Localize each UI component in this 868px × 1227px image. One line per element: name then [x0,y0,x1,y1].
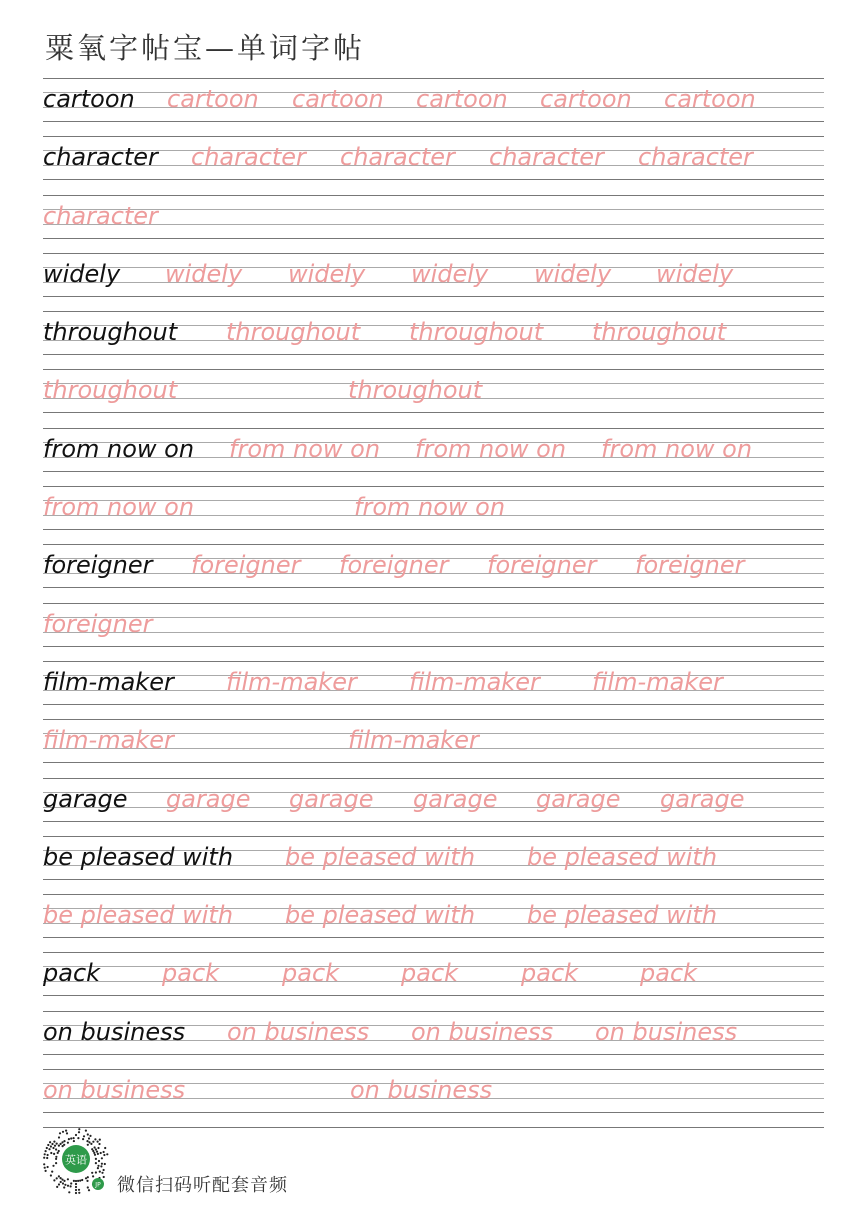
trace-word: throughout [409,318,544,347]
row-words [43,956,824,996]
vocab-word: widely [43,259,121,288]
trace-word: character [43,201,158,230]
ruling-line [43,544,824,545]
ruling-line [43,253,824,254]
vocab-word: garage [43,784,128,813]
trace-word: garage [413,784,498,813]
qr-badge-label: 英语 [65,1153,87,1167]
trace-word: garage [166,784,251,813]
practice-row [43,952,824,1010]
footer [40,1125,440,1205]
practice-row [43,311,824,369]
trace-word: garage [289,784,374,813]
vocab-word: throughout [43,318,178,347]
trace-word: throughout [226,318,361,347]
ruling-line [43,1011,824,1012]
ruling-line [43,952,824,953]
ruling-line [43,661,824,662]
trace-word: widely [165,259,243,288]
trace-word: be pleased with [43,901,234,930]
row-words [43,1015,824,1055]
trace-word: throughout [43,376,178,405]
practice-row [43,544,824,602]
vocab-word: foreigner [43,551,153,580]
trace-word: character [638,143,753,172]
row-words [43,199,824,239]
trace-word: garage [536,784,621,813]
trace-word: foreigner [191,551,301,580]
practice-row [43,428,824,486]
ruling-line [43,428,824,429]
practice-row [43,78,824,136]
practice-row [43,195,824,253]
practice-row [43,136,824,194]
practice-row [43,1069,824,1127]
trace-word: widely [288,259,366,288]
row-words [43,257,824,297]
trace-word: be pleased with [527,901,718,930]
row-words [43,140,824,180]
ruling-line [43,486,824,487]
ruling-line [43,78,824,79]
vocab-word: character [43,143,158,172]
ruling-line [43,369,824,370]
practice-row [43,719,824,777]
trace-word: film-maker [43,726,174,755]
qr-code[interactable] [40,1125,112,1197]
trace-word: on business [43,1076,186,1105]
practice-row [43,661,824,719]
trace-word: garage [660,784,745,813]
trace-word: foreigner [487,551,597,580]
ruling-line [43,603,824,604]
trace-word: from now on [415,434,567,463]
row-words [43,607,824,647]
trace-word: throughout [348,376,483,405]
trace-word: cartoon [540,85,632,113]
row-words [43,1073,824,1113]
trace-word: film-maker [348,726,479,755]
trace-word: on business [350,1076,493,1105]
trace-word: widely [534,259,612,288]
vocab-word: be pleased with [43,842,234,871]
vocab-word: cartoon [43,85,135,113]
practice-row [43,603,824,661]
trace-word: pack [401,959,459,988]
trace-word: from now on [601,434,753,463]
trace-word: pack [521,959,579,988]
row-words [43,840,824,880]
ruling-line [43,311,824,312]
trace-word: widely [656,259,734,288]
row-words [43,373,824,413]
practice-row [43,1011,824,1069]
trace-word: cartoon [167,85,259,113]
audio-caption: 微信扫码听配套音频 [117,1175,288,1196]
qr-corner-label: JP [95,1181,101,1189]
row-words [43,782,824,822]
trace-word: from now on [354,493,506,522]
row-words [43,432,824,472]
practice-row [43,836,824,894]
trace-word: cartoon [416,85,508,113]
trace-word: on business [227,1017,370,1046]
ruling-line [43,1069,824,1070]
trace-word: character [489,143,604,172]
ruling-line [43,719,824,720]
trace-word: be pleased with [285,842,476,871]
page-title: 粟氧字帖宝—单词字帖 [45,31,366,65]
trace-word: foreigner [339,551,449,580]
practice-row [43,778,824,836]
vocab-word: from now on [43,434,195,463]
ruling-line [43,778,824,779]
vocab-word: pack [43,959,101,988]
ruling-line [43,894,824,895]
row-words [43,490,824,530]
trace-word: pack [282,959,340,988]
trace-word: film-maker [592,667,723,696]
trace-word: from now on [43,493,195,522]
trace-word: film-maker [226,667,357,696]
trace-word: foreigner [43,609,153,638]
trace-word: character [340,143,455,172]
trace-word: be pleased with [527,842,718,871]
trace-word: character [191,143,306,172]
row-words [43,315,824,355]
trace-word: widely [411,259,489,288]
row-words [43,548,824,588]
ruling-line [43,195,824,196]
row-words [43,723,824,763]
trace-word: pack [640,959,698,988]
row-words [43,665,824,705]
practice-row [43,486,824,544]
copybook-sheet [43,78,824,1128]
trace-word: from now on [229,434,381,463]
trace-word: on business [411,1017,554,1046]
practice-row [43,369,824,427]
ruling-line [43,136,824,137]
trace-word: film-maker [409,667,540,696]
practice-row [43,894,824,952]
trace-word: on business [595,1017,738,1046]
trace-word: cartoon [664,85,756,113]
trace-word: foreigner [635,551,745,580]
trace-word: cartoon [292,85,384,113]
row-words [43,898,824,938]
row-words [43,82,824,122]
trace-word: be pleased with [285,901,476,930]
vocab-word: film-maker [43,667,174,696]
vocab-word: on business [43,1017,186,1046]
ruling-line [43,836,824,837]
trace-word: throughout [592,318,727,347]
trace-word: pack [162,959,220,988]
practice-row [43,253,824,311]
